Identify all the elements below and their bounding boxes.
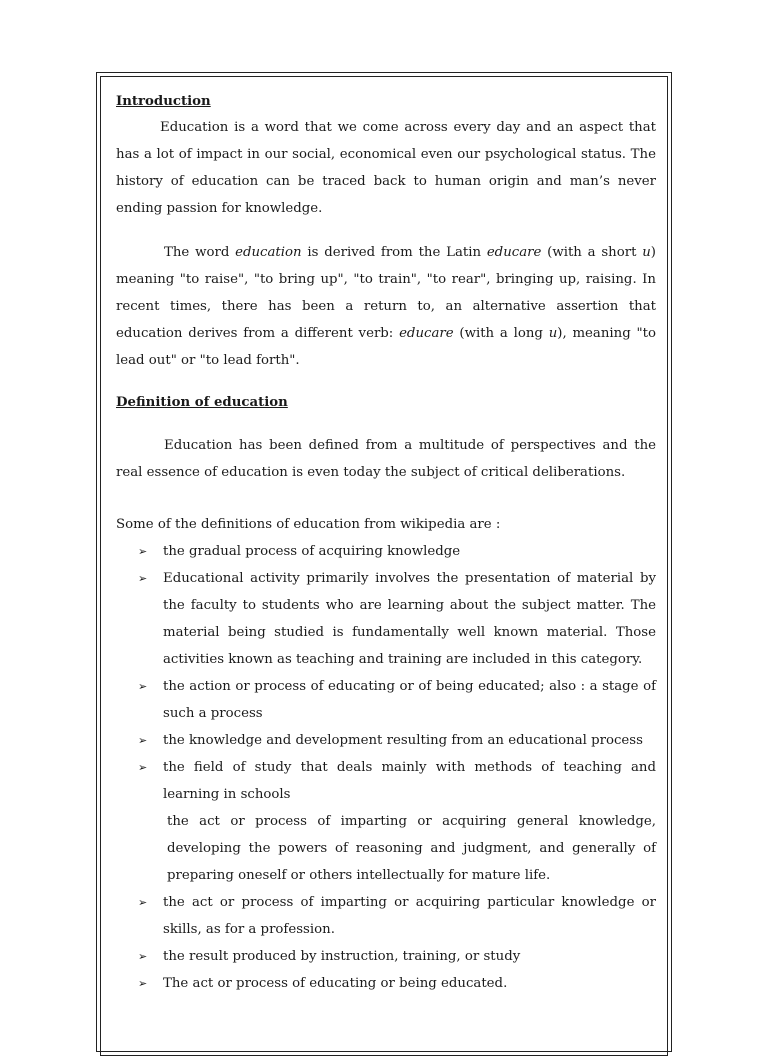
general-knowledge-paragraph: the act or process of imparting or acquiring general knowledge, developing the powers of reasoning and judgment, and generally of preparing oneself or others intellectually for mature life. [167, 814, 656, 883]
arrow-bullet-icon: ➢ [138, 734, 148, 747]
definitions-list [116, 538, 656, 808]
definition-heading: Definition of education [116, 395, 288, 410]
definitions-list-continued [116, 889, 656, 997]
italic-educare: educare [399, 326, 454, 341]
italic-u: u [642, 245, 651, 260]
italic-u: u [548, 326, 558, 341]
list-item: ➢ the action or process of educating or of being educated; also : a stage of such a process [116, 673, 656, 727]
etymology-paragraph: The word education is derived from the Latin educare (with a short u) meaning "to raise", "to bring up", "to train", "to rear", bringing up, raising. In recent times, there has been a return to, an alternative assertion that education derives from a different verb: educare (with a long u), meaning "to lead out" or "to lead forth". [116, 245, 656, 368]
definitions-intro: Some of the definitions of education from wikipedia are : [116, 517, 501, 532]
list-item: ➢ the gradual process of acquiring knowledge [116, 538, 656, 565]
list-item: ➢ Educational activity primarily involves the presentation of material by the faculty to students who are learning about the subject matter. The material being studied is fundamentally well known material. Those activities known as teaching and training are included in this category. [116, 565, 656, 673]
document-body [116, 90, 656, 997]
arrow-bullet-icon: ➢ [138, 761, 148, 774]
list-item: ➢ the knowledge and development resulting from an educational process [116, 727, 656, 754]
introduction-heading: Introduction [116, 94, 211, 109]
arrow-bullet-icon: ➢ [138, 572, 148, 585]
arrow-bullet-icon: ➢ [138, 545, 148, 558]
list-item: ➢ the result produced by instruction, training, or study [116, 943, 656, 970]
introduction-paragraph: Education is a word that we come across every day and an aspect that has a lot of impact in our social, economical even our psychological status. The history of education can be traced back to human origin and man’s never ending passion for knowledge. [116, 120, 656, 216]
list-item: ➢ the act or process of imparting or acquiring particular knowledge or skills, as for a profession. [116, 889, 656, 943]
italic-education: education [235, 245, 302, 260]
arrow-bullet-icon: ➢ [138, 896, 148, 909]
arrow-bullet-icon: ➢ [138, 680, 148, 693]
list-item: ➢ The act or process of educating or being educated. [116, 970, 656, 997]
italic-educare: educare [486, 245, 542, 260]
definition-paragraph: Education has been defined from a multitude of perspectives and the real essence of education is even today the subject of critical deliberations. [116, 438, 656, 480]
arrow-bullet-icon: ➢ [138, 977, 148, 990]
arrow-bullet-icon: ➢ [138, 950, 148, 963]
list-item: ➢ the field of study that deals mainly with methods of teaching and learning in schools [116, 754, 656, 808]
